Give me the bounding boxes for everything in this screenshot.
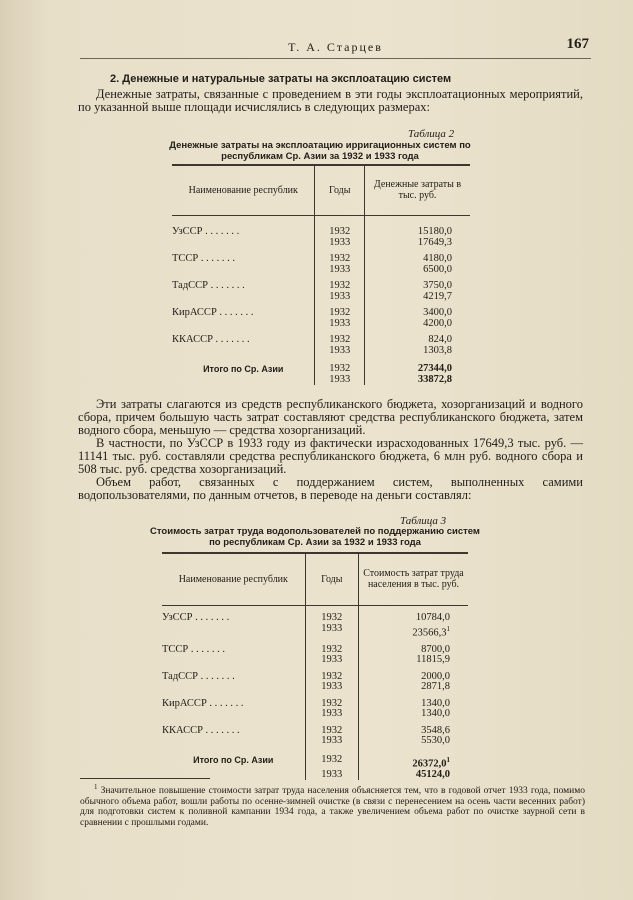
value-text: 8700,0 [421,643,450,655]
value-text: 6500,0 [423,263,452,275]
year-cell: 1932 [315,335,365,346]
republic-name: ККАССР . . . . . . . [162,724,240,736]
value-cell [358,699,468,710]
year-cell: 1933 [315,265,365,276]
year-cell: 1933 [315,375,365,386]
year-cell: 1933 [305,624,358,639]
republic-name: Итого по Ср. Азии [203,364,284,374]
year-cell: 1932 [315,364,365,375]
value-text: 4200,0 [423,317,452,329]
republic-name: ККАССР . . . . . . . [172,334,250,345]
value-text: 1340,0 [421,708,450,719]
value-cell [365,265,470,276]
table3-caption: Стоимость затрат труда водопользователей по поддержанию систем по республикам Ср. Азии за 1932 и 1933 года [150,526,480,548]
year-cell: 1933 [315,292,365,303]
table3-label: Таблица 3 [400,515,447,527]
value-cell [358,709,468,720]
footnote-rule [80,778,210,779]
year-cell: 1933 [305,655,358,666]
value-text: 824,0 [428,334,452,345]
value-text: 23566,3 [412,627,447,638]
value-cell [365,308,470,319]
year-cell: 1932 [305,699,358,710]
value-cell [358,645,468,656]
footnote-mark: 1 [94,783,98,791]
running-head [80,36,591,59]
year-cell: 1932 [305,645,358,656]
value-text: 33872,8 [417,373,452,385]
year-cell: 1932 [315,308,365,319]
value-cell [365,292,470,303]
value-text: 26372,0 [412,758,447,769]
table2-header-value: Денежные затраты в тыс. руб. [365,165,470,215]
republic-name: Итого по Ср. Азии [193,754,274,765]
value-text: 10784,0 [415,612,450,623]
value-text: 2871,8 [421,681,450,692]
republic-name: УзССР . . . . . . . [172,226,240,237]
value-text: 3750,0 [423,280,452,291]
year-cell: 1932 [305,726,358,737]
value-text: 17649,3 [417,236,452,248]
value-text: 11815,9 [416,654,450,665]
year-cell: 1933 [315,346,365,357]
republic-name: КирАССР . . . . . . . [172,307,254,318]
year-cell: 1932 [305,755,358,770]
table2-header-years: Годы [315,165,365,215]
paragraph-uzssr: В частности, по УзССР в 1933 году из фактически израсходованных 17649,3 тыс. руб. — 11141 тыс. руб. составляли средства республиканского бюджета, 6 млн руб. водного сбора и 508 тыс. руб. средства хозорганизаций. [78,436,583,476]
year-cell: 1932 [315,227,365,238]
value-cell [358,682,468,693]
footnote [80,782,585,828]
value-cell [365,346,470,357]
year-cell: 1933 [305,736,358,747]
value-cell [358,655,468,666]
year-cell: 1933 [315,319,365,330]
republic-name: КирАССР . . . . . . . [162,697,244,709]
value-text: 4180,0 [423,253,452,264]
year-cell: 1932 [305,672,358,683]
value-cell [365,319,470,330]
year-cell: 1933 [305,770,358,781]
year-cell: 1932 [305,613,358,624]
author-name: Т. А. Старцев [288,40,383,54]
year-cell: 1932 [315,281,365,292]
value-text: 3548,6 [421,724,450,736]
year-cell: 1932 [315,254,365,265]
section-title: 2. Денежные и натуральные затраты на эксплоатацию систем [110,73,452,85]
table3 [162,552,468,780]
page-number: 167 [566,36,589,52]
table3-header-years: Годы [305,553,358,605]
value-text: 15180,0 [417,226,452,237]
table2-label: Таблица 2 [408,128,455,140]
table2-body [172,215,470,385]
table3-header-republic: Наименование республик [162,553,305,605]
value-text: 27344,0 [417,363,452,374]
value-text: 4219,7 [423,290,452,302]
value-cell [358,736,468,747]
footnote-text: Значительное повышение стоимости затрат труда населения объясняется тем, что в годовой отчет 1933 года, помимо обычного объема работ, вошли работы по осенне-зимней очистке (в связи с перенесением на осень части весенних работ) для подготовки систем к поливной кампании 1934 года, а также увеличением объема работ по очистке заурной сети в сравнении с прошлыми годами. [80,786,586,828]
value-cell [358,755,468,770]
table2 [172,164,470,385]
paragraph-sources: Эти затраты слагаются из средств республиканского бюджета, хозорганизаций и водного сбора, причем большую часть затрат составляют средства республиканского бюджета, затем водного сбора, меньшую — средства хозорганизаций. [78,397,583,437]
footnote-ref: 1 [446,624,450,633]
value-text: 1340,0 [421,697,450,709]
footnote-ref: 1 [446,755,450,764]
value-cell [358,624,468,639]
table3-header-value: Стоимость затрат труда населения в тыс. руб. [358,553,468,605]
year-cell: 1933 [305,709,358,720]
value-text: 45124,0 [415,768,450,780]
table2-caption: Денежные затраты на эксплоатацию ирригационных систем по республикам Ср. Азии за 1932 и 1933 года [169,140,471,162]
year-cell: 1933 [305,682,358,693]
republic-name: ТССР . . . . . . . [162,643,226,655]
value-cell [365,375,470,386]
republic-name: УзССР . . . . . . . [162,612,230,623]
value-cell [365,238,470,249]
year-cell: 1933 [315,238,365,249]
value-cell [365,281,470,292]
paragraph-intro: Денежные затраты, связанные с проведением в эти годы эксплоатационных мероприятий, по указанной выше площади исчислялись в следующих размерах: [78,87,583,114]
paragraph-labor: Объем работ, связанных с поддержанием систем, выполненных самими водопользователями, по данным отчетов, в переводе на деньги составлял: [78,475,583,502]
value-cell [358,770,468,781]
value-text: 5530,0 [421,735,450,746]
republic-name: ТССР . . . . . . . [172,253,236,264]
value-cell [358,672,468,683]
republic-name: ТадССР . . . . . . . [162,670,235,682]
table-row [162,613,468,624]
value-text: 1303,8 [423,344,452,356]
table3-body [162,605,468,780]
table3-total-row [162,755,468,770]
value-cell [365,335,470,346]
value-text: 2000,0 [421,670,450,682]
value-cell [358,726,468,737]
value-cell [365,254,470,265]
value-cell [358,613,468,624]
republic-name: ТадССР . . . . . . . [172,280,245,291]
table2-header-republic: Наименование республик [172,165,315,215]
value-text: 3400,0 [423,307,452,318]
